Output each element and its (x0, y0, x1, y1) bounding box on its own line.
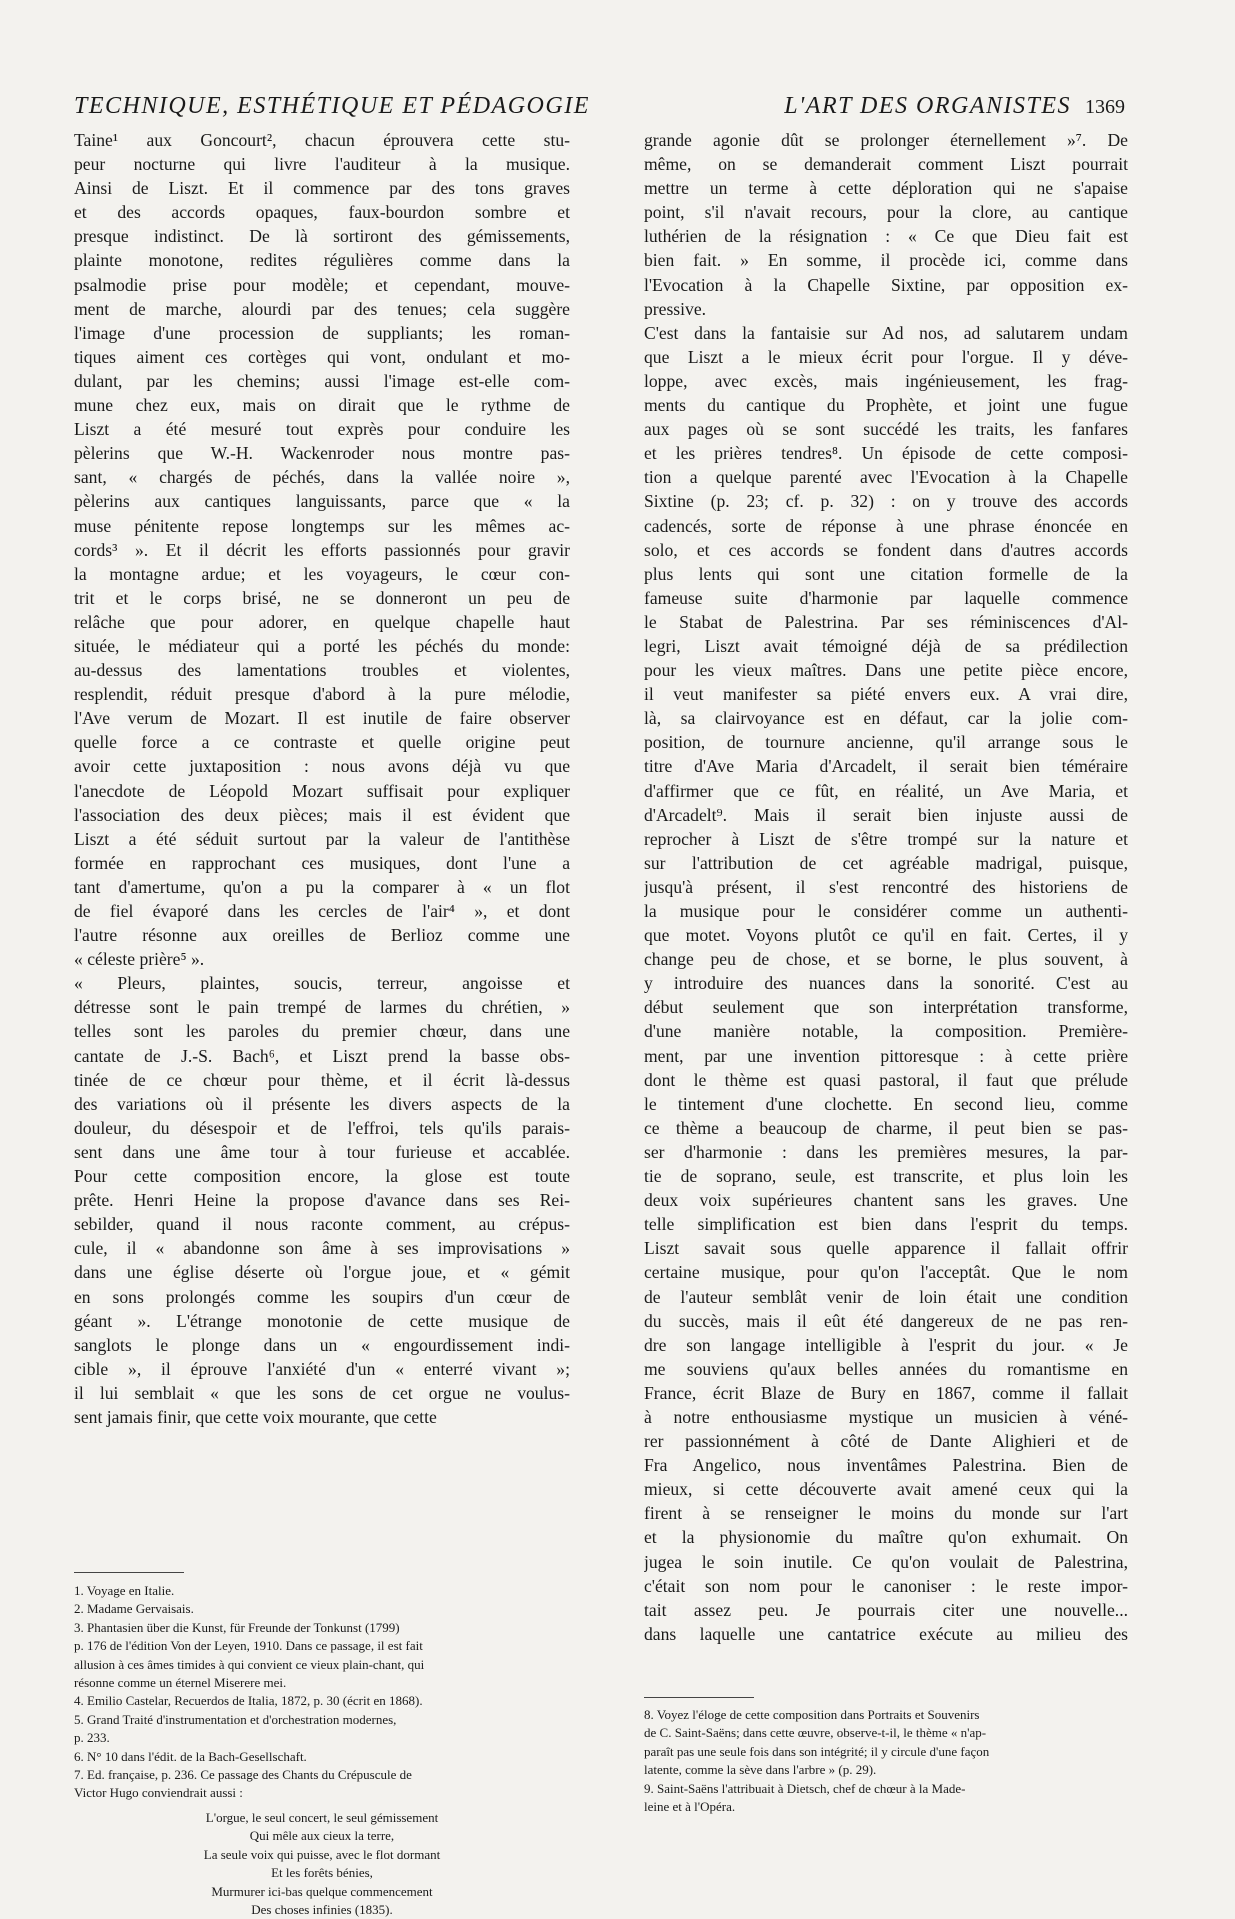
text-line: deux voix supérieures chantent sans les graves. Une (644, 1190, 1128, 1211)
text-line: dans une église déserte où l'orgue joue, et « gémit (74, 1262, 570, 1283)
text-line: sanglots le plonge dans un « engourdissement indi- (74, 1334, 570, 1355)
text-line: me souviens qu'aux belles années du romantisme en (644, 1358, 1128, 1379)
text-line: France, écrit Blaze de Bury en 1867, comme il fallait (644, 1382, 1128, 1403)
footnote-line: Victor Hugo conviendrait aussi : (74, 1785, 243, 1801)
text-line: pour les vieux maîtres. Dans une petite pièce encore, (644, 660, 1128, 681)
text-line: solo, et ces accords se fondent dans d'autres accords (644, 539, 1128, 560)
footnote-line: 1. Voyage en Italie. (74, 1583, 175, 1598)
poem-line: Des choses infinies (1835). (251, 1901, 393, 1917)
text-line: et la physionomie du maître qu'on exhumait. On (644, 1527, 1128, 1548)
right-column (644, 128, 1128, 1646)
footnote-line: leine et à l'Opéra. (644, 1799, 736, 1815)
poem-line: L'orgue, le seul concert, le seul gémissement (205, 1809, 439, 1825)
text-line: avoir cette juxtaposition : nous avons déjà vu que (74, 756, 570, 777)
footnote-line: paraît pas une seule fois dans son intégrité; il y circule d'une façon (644, 1743, 990, 1759)
text-line: mettre un terme à cette déploration qui ne s'apaise (644, 178, 1128, 199)
footnote-rule-left (74, 1572, 184, 1573)
text-line: Liszt a été mesuré tout exprès pour conduire les (74, 419, 570, 440)
text-line: et les prières tendres⁸. Un épisode de cette composi- (644, 443, 1128, 464)
text-line: muse pénitente repose longtemps sur les mêmes ac- (74, 515, 570, 536)
text-line: dont le thème est quasi pastoral, il faut que prélude (644, 1069, 1128, 1090)
poem-line: Murmurer ici-bas quelque commencement (211, 1883, 433, 1899)
text-line: pressive. (644, 298, 707, 319)
text-line: « Pleurs, plaintes, soucis, terreur, angoisse et (74, 973, 570, 994)
text-line: dre son langage intelligible à l'esprit du jour. « Je (644, 1334, 1128, 1355)
text-line: détresse sont le pain trempé de larmes du chrétien, » (74, 997, 570, 1018)
footnote-line: 2. Madame Gervaisais. (74, 1601, 194, 1617)
text-line: resplendit, réduit presque d'abord à la pure mélodie, (74, 684, 570, 705)
text-line: Fra Angelico, nous inventâmes Palestrina. Bien de (644, 1455, 1128, 1476)
text-line: plainte monotone, redites régulières comme dans la (74, 250, 570, 271)
footnote-line: latente, comme la sève dans l'arbre » (p. 29). (644, 1762, 877, 1778)
text-line: la montagne ardue; et les voyageurs, le cœur con- (74, 563, 570, 584)
text-line: au-dessus des lamentations troubles et violentes, (74, 660, 570, 681)
running-header (74, 93, 1125, 123)
text-line: des variations où il présente les divers aspects de la (74, 1093, 570, 1114)
text-line: Pour cette composition encore, la glose est toute (74, 1166, 570, 1187)
text-line: douleur, du désespoir et de l'effroi, tels qu'ils parais- (74, 1117, 570, 1138)
poem-line: La seule voix qui puisse, avec le flot dormant (203, 1846, 441, 1862)
book-title (784, 93, 1125, 120)
text-line: plus lents qui sont une citation formelle de la (644, 563, 1128, 584)
text-line: loppe, avec excès, mais ingénieusement, les frag- (644, 370, 1128, 391)
text-line: change peu de chose, et se borne, le plus souvent, à (644, 949, 1128, 970)
text-line: cible », il éprouve l'anxiété d'un « enterré vivant »; (74, 1358, 570, 1379)
text-line: cule, il « abandonne son âme à ses improvisations » (74, 1238, 570, 1259)
footnotes-right (644, 1706, 1128, 1816)
text-line: Liszt savait sous quelle apparence il fallait offrir (644, 1238, 1128, 1259)
text-line: luthérien de la résignation : « Ce que Dieu fait est (644, 226, 1128, 247)
text-line: psalmodie prise pour modèle; et cependant, mouve- (74, 274, 570, 295)
text-line: firent à se renseigner le moins du monde sur l'art (644, 1503, 1128, 1524)
text-line: telle simplification est bien dans l'esprit du temps. (644, 1214, 1128, 1235)
text-line: tiques aiment ces cortèges qui vont, ondulant et mo- (74, 346, 570, 367)
text-line: Ainsi de Liszt. Et il commence par des tons graves (74, 178, 570, 199)
footnote-line: de C. Saint-Saëns; dans cette œuvre, observe-t-il, le thème « n'ap- (644, 1725, 987, 1741)
text-line: l'Evocation à la Chapelle Sixtine, par opposition ex- (644, 274, 1128, 295)
text-line: ments du cantique du Prophète, et joint une fugue (644, 395, 1128, 416)
text-line: fameuse suite d'harmonie par laquelle commence (644, 587, 1128, 608)
text-line: début seulement que son interprétation transforme, (644, 997, 1128, 1018)
text-line: reprocher à Liszt de s'être trompé sur la nature et (644, 828, 1128, 849)
text-line: certaine musique, pour qu'on l'acceptât. Que le nom (644, 1262, 1128, 1283)
text-line: il lui semblait « que les sons de cet orgue ne voulus- (74, 1382, 570, 1403)
text-line: jusqu'à présent, il s'est rencontré des historiens de (644, 876, 1128, 897)
text-line: dulant, par les chemins; aussi l'image est-elle com- (74, 370, 570, 391)
text-line: pèlerins que W.-H. Wackenroder nous montre pas- (74, 443, 570, 464)
text-line: legri, Liszt avait témoigné déjà de sa prédilection (644, 635, 1128, 656)
text-line: le Stabat de Palestrina. Par ses réminiscences d'Al- (644, 611, 1128, 632)
text-line: mune chez eux, mais on dirait que le rythme de (74, 395, 570, 416)
footnote-line: 3. Phantasien über die Kunst, für Freunde der Tonkunst (1799) (74, 1619, 400, 1635)
text-line: sent jamais finir, que cette voix mourante, que cette (74, 1406, 437, 1427)
text-line: point, s'il n'avait recours, pour la clore, au cantique (644, 202, 1128, 223)
text-line: sur l'attribution de cet agréable madrigal, puisque, (644, 852, 1128, 873)
text-line: tie de soprano, seule, est transcrite, et plus loin les (644, 1166, 1128, 1187)
footnote-line: p. 233. (74, 1730, 110, 1746)
footnote-line: p. 176 de l'édition Von der Leyen, 1910. Dans ce passage, il est fait (74, 1638, 423, 1654)
footnote-line: 8. Voyez l'éloge de cette composition dans Portraits et Souvenirs (644, 1707, 980, 1722)
text-line: ment de marche, alourdi par des tenues; cela suggère (74, 298, 570, 319)
footnote-line: 6. N° 10 dans l'édit. de la Bach-Gesellschaft. (74, 1748, 307, 1764)
text-line: l'autre résonne aux oreilles de Berlioz comme une (74, 925, 570, 946)
text-line: relâche que pour adorer, en quelque chapelle haut (74, 611, 570, 632)
text-line: aux pages où se sont succédé les traits, les fanfares (644, 419, 1128, 440)
text-line: telles sont les paroles du premier chœur, dans une (74, 1021, 570, 1042)
text-line: l'association des deux pièces; mais il est évident que (74, 804, 570, 825)
text-line: pèlerins aux cantiques languissants, parce que « la (74, 491, 570, 512)
text-line: sant, « chargés de péchés, dans la vallée noire », (74, 467, 570, 488)
text-line: formée en rapprochant ces musiques, dont l'une a (74, 852, 570, 873)
text-line: tion a quelque parenté avec l'Evocation à la Chapelle (644, 467, 1128, 488)
text-line: Liszt a été séduit surtout par la valeur de l'antithèse (74, 828, 570, 849)
text-line: prête. Henri Heine la propose d'avance dans ses Rei- (74, 1190, 570, 1211)
text-line: tait assez peu. Je pourrais citer une nouvelle... (644, 1599, 1128, 1620)
text-line: Taine¹ aux Goncourt², chacun éprouvera cette stu- (74, 130, 570, 150)
text-line: cadencés, sorte de réponse à une phrase énoncée en (644, 515, 1128, 536)
text-line: que Liszt a le mieux écrit pour l'orgue. Il y déve- (644, 346, 1128, 367)
text-line: le tintement d'une clochette. En second lieu, comme (644, 1093, 1128, 1114)
text-line: l'Ave verum de Mozart. Il est inutile de faire observer (74, 708, 570, 729)
text-line: en sons prolongés comme les soupirs d'un cœur de (74, 1286, 570, 1307)
text-line: presque indistinct. De là sortiront des gémissements, (74, 226, 570, 247)
text-line: ser d'harmonie : dans les premières mesures, la par- (644, 1141, 1128, 1162)
text-line: là, sa clairvoyance est en défaut, car la jolie com- (644, 708, 1128, 729)
text-line: d'une manière notable, la composition. Première- (644, 1021, 1128, 1042)
footnotes-left (74, 1582, 570, 1919)
text-line: la musique pour le considérer comme un authenti- (644, 901, 1128, 921)
text-line: grande agonie dût se prolonger éternellement »⁷. De (644, 130, 1128, 150)
text-line: quelle force a ce contraste et quelle origine peut (74, 732, 570, 753)
text-line: d'affirmer que ce fût, en réalité, un Ave Maria, et (644, 780, 1128, 801)
text-line: jugea le soin inutile. Ce qu'on voulait de Palestrina, (644, 1551, 1128, 1572)
text-line: cords³ ». Et il décrit les efforts passionnés pour gravir (74, 539, 570, 560)
footnote-rule-right (644, 1697, 754, 1698)
text-line: c'était son nom pour le canoniser : le reste impor- (644, 1575, 1128, 1596)
text-line: ment, par une invention pittoresque : à cette prière (644, 1045, 1128, 1066)
text-line: y introduire des nuances dans la sonorité. C'est au (644, 973, 1128, 994)
text-line: que motet. Voyons plutôt ce qu'il en fait. Certes, il y (644, 925, 1128, 946)
footnote-line: 7. Ed. française, p. 236. Ce passage des Chants du Crépuscule de (74, 1767, 412, 1783)
text-line: peur nocturne qui livre l'auditeur à la musique. (74, 154, 570, 175)
footnote-line: 9. Saint-Saëns l'attribuait à Dietsch, chef de chœur à la Made- (644, 1780, 966, 1796)
text-line: mieux, si cette découverte avait amené ceux qui la (644, 1479, 1128, 1500)
text-line: cantate de J.-S. Bach⁶, et Liszt prend la basse obs- (74, 1045, 570, 1066)
text-line: « céleste prière⁵ ». (74, 949, 205, 970)
text-line: d'Arcadelt⁹. Mais il serait bien injuste aussi de (644, 804, 1128, 825)
text-line: de fiel évaporé dans les cercles de l'air⁴ », et dont (74, 901, 570, 921)
text-line: C'est dans la fantaisie sur Ad nos, ad salutarem undam (644, 322, 1128, 343)
text-line: tant d'amertume, qu'on a pu la comparer à « un flot (74, 876, 570, 897)
footnote-line: résonne comme un éternel Miserere mei. (74, 1675, 287, 1691)
text-line: bien fait. » En somme, il procède ici, comme dans (644, 250, 1128, 271)
text-line: du succès, mais il eût été dangereux de ne pas ren- (644, 1310, 1128, 1331)
text-line: rer passionnément à côté de Dante Alighieri et de (644, 1431, 1128, 1452)
left-column (74, 128, 570, 1429)
book-title-text: L'ART DES ORGANISTES (784, 93, 1071, 119)
footnote-line: 5. Grand Traité d'instrumentation et d'orchestration modernes, (74, 1711, 397, 1727)
text-line: titre d'Ave Maria d'Arcadelt, il serait bien téméraire (644, 756, 1128, 777)
text-line: dans laquelle une cantatrice exécute au milieu des (644, 1623, 1128, 1644)
poem-line: Et les forêts bénies, (271, 1865, 373, 1881)
text-line: Sixtine (p. 23; cf. p. 32) : on y trouve des accords (644, 491, 1128, 512)
text-line: sent dans une âme tour à tour furieuse et accablée. (74, 1141, 570, 1162)
text-line: trit et le corps brisé, ne se donneront un peu de (74, 587, 570, 608)
text-line: l'image d'une procession de suppliants; les roman- (74, 322, 570, 343)
text-line: à notre enthousiasme mystique un musicien à véné- (644, 1406, 1128, 1427)
text-line: tinée de ce chœur pour thème, et il écrit là-dessus (74, 1069, 570, 1090)
text-line: de l'auteur semblât venir de loin était une condition (644, 1286, 1128, 1307)
section-title: TECHNIQUE, ESTHÉTIQUE ET PÉDAGOGIE (74, 93, 590, 119)
page-number: 1369 (1085, 96, 1125, 118)
text-line: même, on se demanderait comment Liszt pourrait (644, 154, 1128, 175)
text-line: il veut manifester sa piété envers eux. A vrai dire, (644, 684, 1128, 705)
footnote-line: 4. Emilio Castelar, Recuerdos de Italia, 1872, p. 30 (écrit en 1868). (74, 1693, 423, 1709)
text-line: l'anecdote de Léopold Mozart suffisait pour expliquer (74, 780, 570, 801)
text-line: et des accords opaques, faux-bourdon sombre et (74, 202, 570, 223)
text-line: ce thème a beaucoup de charme, il peut bien se pas- (644, 1117, 1128, 1138)
text-line: sebilder, quand il nous raconte comment, au crépus- (74, 1214, 570, 1235)
text-line: géant ». L'étrange monotonie de cette musique de (74, 1310, 570, 1331)
text-line: située, le médiateur qui a porté les péchés du monde: (74, 635, 570, 656)
text-line: position, de tournure ancienne, qu'il arrange sous le (644, 732, 1128, 753)
poem-line: Qui mêle aux cieux la terre, (249, 1828, 395, 1844)
footnote-line: allusion à ces âmes timides à qui convient ce vieux plain-chant, qui (74, 1656, 425, 1672)
